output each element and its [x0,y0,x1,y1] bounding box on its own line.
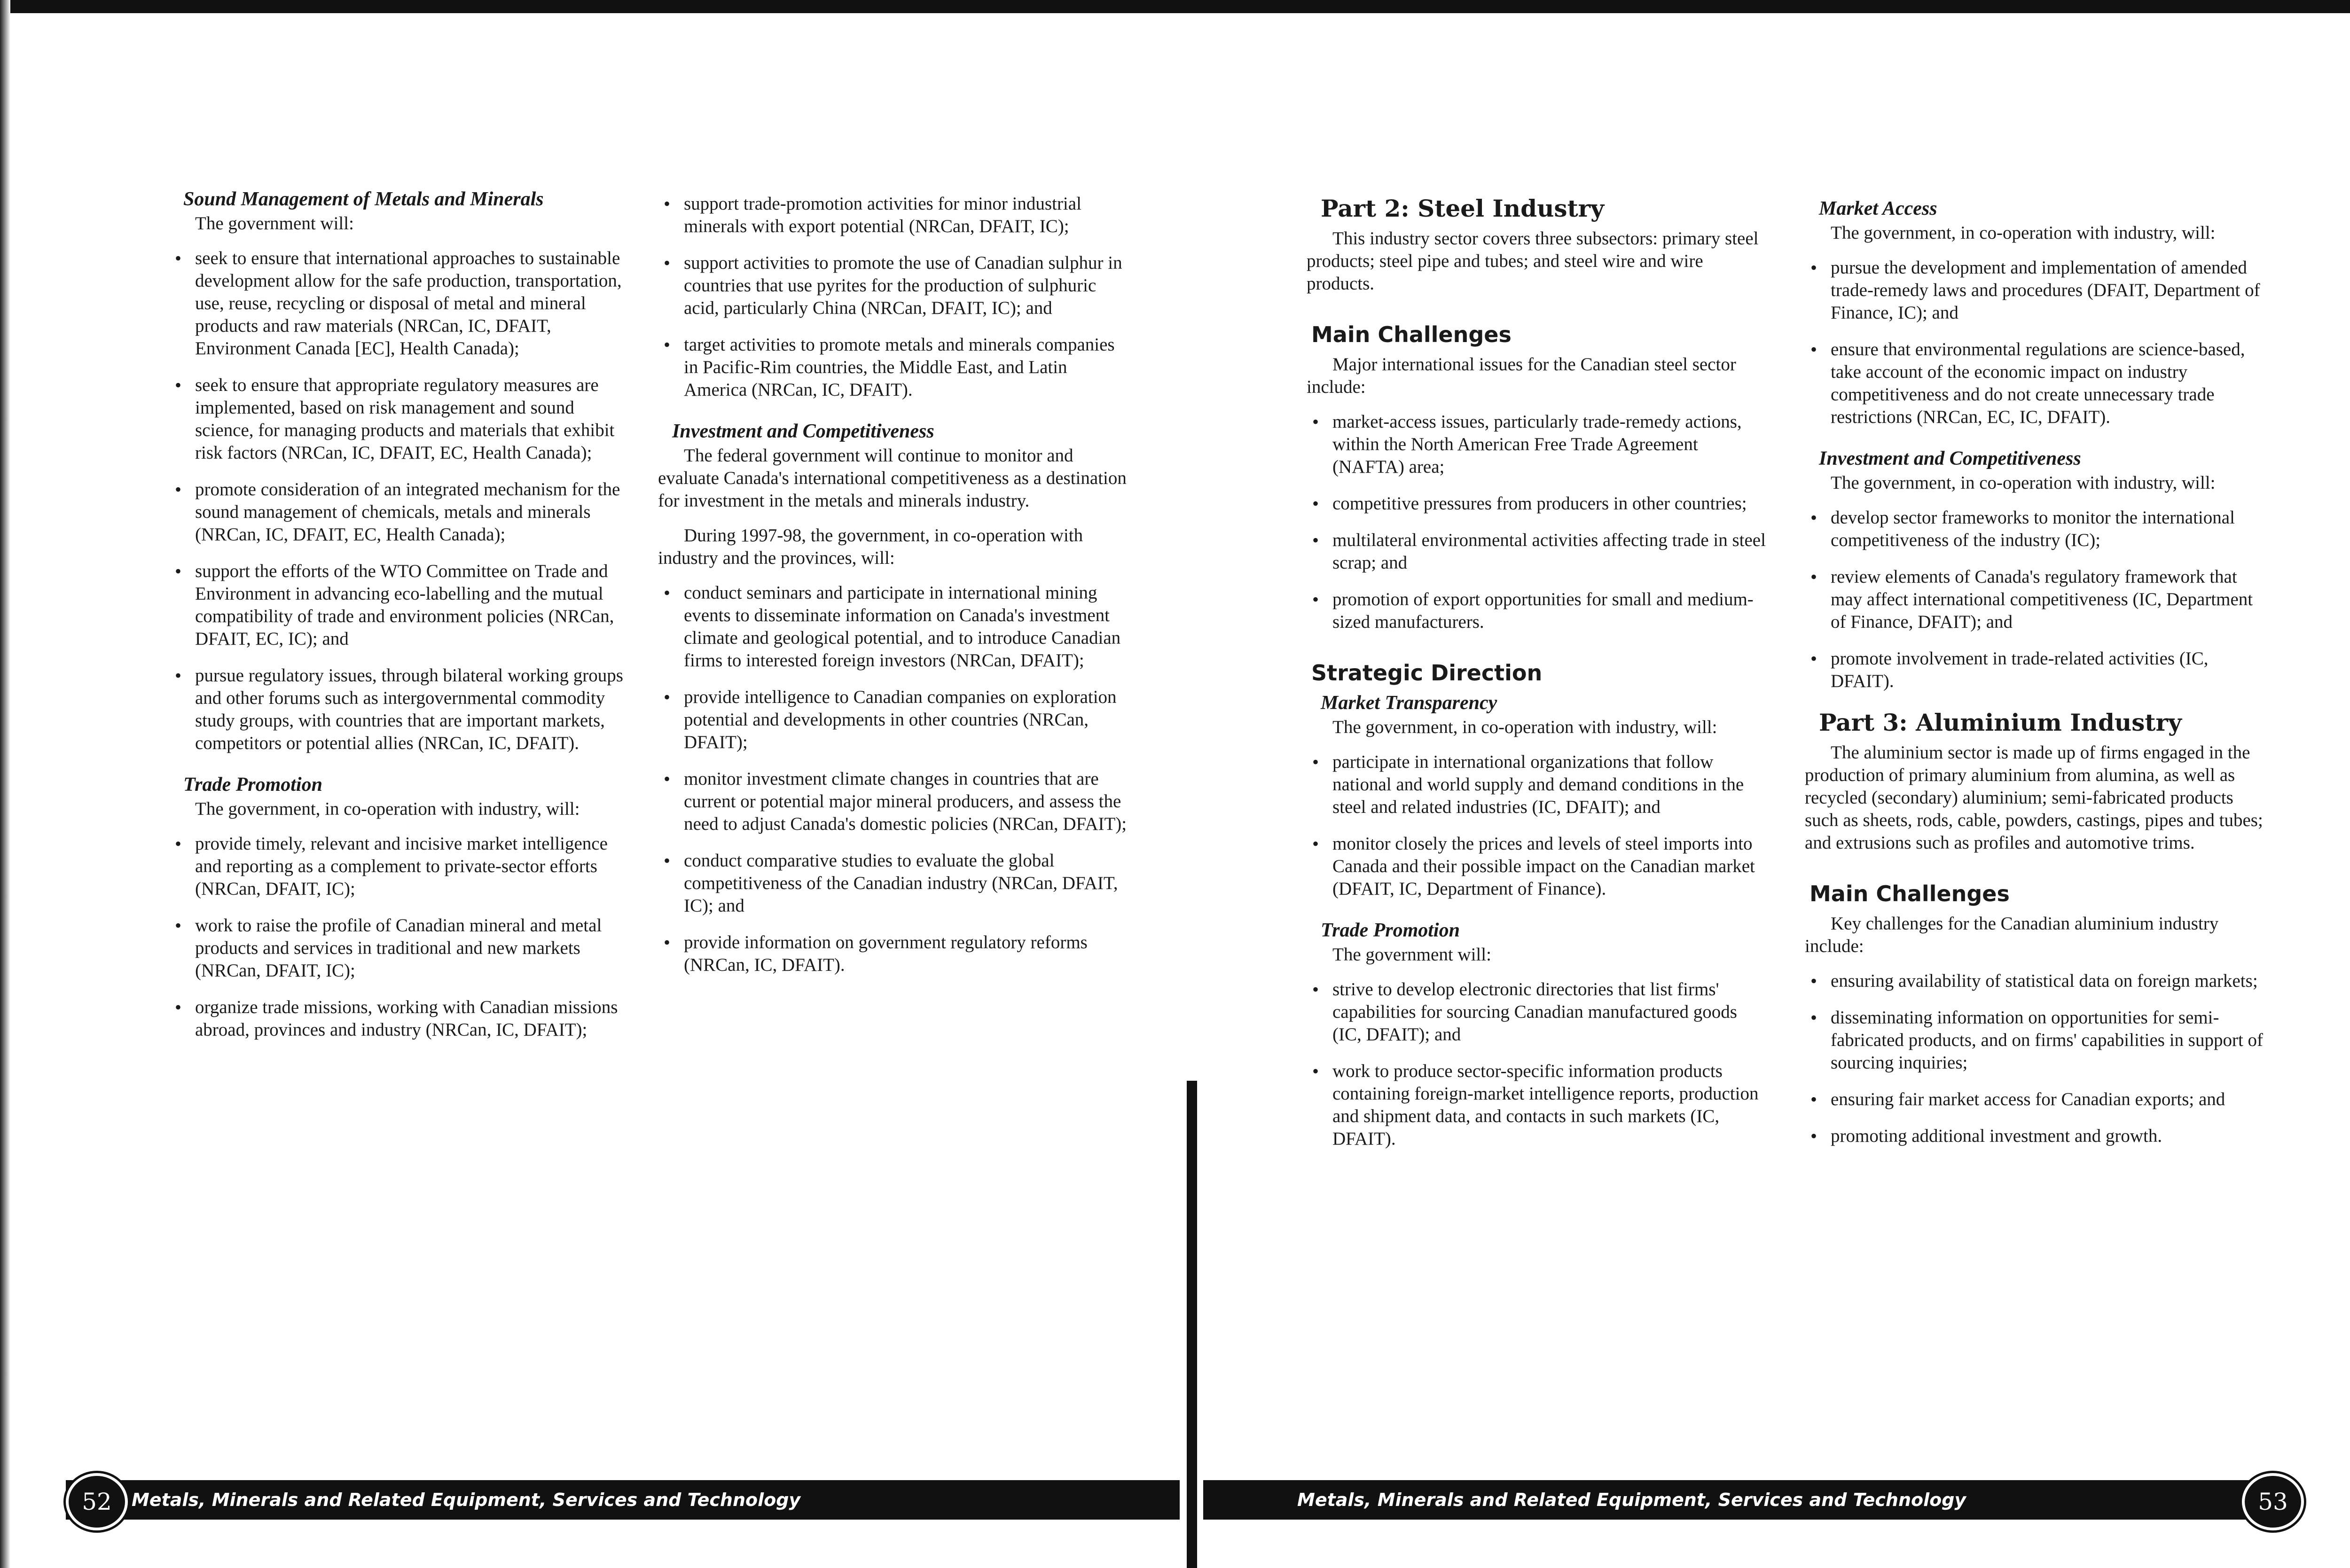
paragraph: The government will: [1332,944,1491,965]
bullet-list [1805,507,2265,693]
heading-market-transparency: Market Transparency [1321,692,1497,714]
list-item: • strive to develop electronic directories that list firms' capabilities for sourcing Canadian manufactured goods (IC, DFAIT); and [1307,978,1767,1046]
bullet-list [1805,970,2265,1147]
right-footer-bar [1203,1480,2256,1520]
list-item: • conduct seminars and participate in international mining events to disseminate information on Canada's investment climate and geological potential, and to introduce Canadian firms to interested foreign investors (NRCan, DFAIT); [658,582,1133,672]
right-page-column-2 [1805,197,2265,1166]
paragraph: Key challenges for the Canadian aluminium industry include: [1805,913,2219,956]
heading-sound-management: Sound Management of Metals and Minerals [183,188,544,210]
paragraph: This industry sector covers three subsectors: primary steel products; steel pipe and tubes; and steel wire and wire products. [1307,228,1759,294]
left-footer-bar [66,1480,1180,1520]
heading-market-access: Market Access [1819,198,1937,219]
list-item: • disseminating information on opportunities for semi-fabricated products, and on firms' capabilities in support of sourcing inquiries; [1805,1006,2265,1074]
list-item: • promoting additional investment and growth. [1805,1125,2265,1147]
list-item: • competitive pressures from producers in other countries; [1307,492,1767,515]
list-item: • participate in international organizations that follow national and world supply and demand conditions in the steel and related industries (IC, DFAIT); and [1307,751,1767,819]
list-item: • support activities to promote the use of Canadian sulphur in countries that use pyrites for the production of sulphuric acid, particularly China (NRCan, DFAIT, IC); and [658,252,1133,320]
footer-title: Metals, Minerals and Related Equipment, Services and Technology [1297,1490,1966,1510]
list-item: • work to raise the profile of Canadian mineral and metal products and services in traditional and new markets (NRCan, DFAIT, IC); [169,914,634,982]
list-item: • seek to ensure that appropriate regulatory measures are implemented, based on risk management and sound science, for managing products and materials that exhibit risk factors (NRCan, IC, DFAIT, EC, Health Canada); [169,374,634,464]
list-item: • ensure that environmental regulations are science-based, take account of the economic impact on industry competitiveness and do not create unnecessary trade restrictions (NRCan, EC, IC, DFAIT). [1805,338,2265,429]
paragraph: The federal government will continue to monitor and evaluate Canada's international competitiveness as a destination for investment in the metals and minerals industry. [658,445,1127,511]
list-item: • provide information on government regulatory reforms (NRCan, IC, DFAIT). [658,931,1133,976]
list-item: • monitor investment climate changes in countries that are current or potential major mineral producers, and assess the need to adjust Canada's domestic policies (NRCan, DFAIT); [658,768,1133,835]
bullet-list [1805,257,2265,429]
heading-investment-competitiveness: Investment and Competitiveness [1819,448,2081,469]
paragraph: The government, in co-operation with industry, will: [195,799,580,819]
heading-trade-promotion: Trade Promotion [183,774,322,796]
list-item: • conduct comparative studies to evaluate the global competitiveness of the Canadian industry (NRCan, DFAIT, IC); and [658,850,1133,917]
list-item: • market-access issues, particularly trade-remedy actions, within the North American Free Trade Agreement (NAFTA) area; [1307,411,1767,478]
paragraph: The government, in co-operation with industry, will: [1831,223,2216,243]
book-spine [1187,1081,1197,1568]
bullet-list [658,582,1133,976]
list-item: • promote involvement in trade-related activities (IC, DFAIT). [1805,647,2265,693]
paragraph: During 1997-98, the government, in co-operation with industry and the provinces, will: [658,525,1083,568]
paragraph: The government, in co-operation with industry, will: [1332,717,1717,737]
heading-trade-promotion: Trade Promotion [1321,920,1460,941]
list-item: • pursue regulatory issues, through bilateral working groups and other forums such as intergovernmental commodity study groups, with countries that are important markets, competitors or potential allies (NRCan, IC, DFAIT). [169,664,634,755]
paragraph: The aluminium sector is made up of firms engaged in the production of primary aluminium from alumina, as well as recycled (secondary) aluminium; semi-fabricated products such as sheets, rods, cable, powders, castings, pipes and tubes; and extrusions such as profiles and automotive trims. [1805,742,2263,853]
list-item: • target activities to promote metals and minerals companies in Pacific-Rim countries, the Middle East, and Latin America (NRCan, IC, DFAIT). [658,334,1133,401]
bullet-list [169,833,634,1041]
paragraph: The government, in co-operation with industry, will: [1831,473,2216,493]
left-page-column-2 [658,193,1133,995]
page-number: 52 [66,1473,128,1530]
list-item: • work to produce sector-specific information products containing foreign-market intelligence reports, production and shipment data, and contacts in such markets (IC, DFAIT). [1307,1060,1767,1150]
footer-title: Metals, Minerals and Related Equipment, Services and Technology [132,1490,801,1510]
page-number: 53 [2242,1473,2304,1530]
list-item: • support trade-promotion activities for minor industrial minerals with export potential (NRCan, DFAIT, IC); [658,193,1133,238]
heading-investment-competitiveness: Investment and Competitiveness [672,421,934,442]
list-item: • ensuring availability of statistical data on foreign markets; [1805,970,2265,992]
heading-part-3: Part 3: Aluminium Industry [1819,709,2182,736]
list-item: • seek to ensure that international approaches to sustainable development allow for the safe production, transportation, use, reuse, recycling or disposal of metal and mineral products and raw materials (NRCan, IC, DFAIT, Environment Canada [EC], Health Canada); [169,247,634,360]
heading-part-2: Part 2: Steel Industry [1321,195,1605,222]
heading-main-challenges: Main Challenges [1810,881,2010,906]
list-item: • promote consideration of an integrated mechanism for the sound management of chemicals, metals and minerals (NRCan, IC, DFAIT, EC, Health Canada); [169,478,634,546]
list-item: • develop sector frameworks to monitor the international competitiveness of the industry (IC); [1805,507,2265,552]
scan-top-edge [0,0,2350,13]
list-item: • review elements of Canada's regulatory framework that may affect international competitiveness (IC, Department of Finance, DFAIT); and [1805,566,2265,633]
list-item: • multilateral environmental activities affecting trade in steel scrap; and [1307,529,1767,574]
list-item: • monitor closely the prices and levels of steel imports into Canada and their possible impact on the Canadian market (DFAIT, IC, Department of Finance). [1307,833,1767,900]
right-page-column-1 [1307,197,1767,1169]
list-item: • provide intelligence to Canadian companies on exploration potential and developments in other countries (NRCan, DFAIT); [658,686,1133,754]
left-page-column-1 [169,188,634,1060]
bullet-list [1307,751,1767,900]
bullet-list [1307,978,1767,1150]
bullet-list [658,193,1133,401]
list-item: • provide timely, relevant and incisive market intelligence and reporting as a complement to private-sector efforts (NRCan, DFAIT, IC); [169,833,634,900]
heading-main-challenges: Main Challenges [1311,322,1512,347]
list-item: • support the efforts of the WTO Committee on Trade and Environment in advancing eco-labelling and the mutual compatibility of trade and environment policies (NRCan, DFAIT, EC, IC); and [169,560,634,650]
paragraph: Major international issues for the Canadian steel sector include: [1307,354,1736,397]
list-item: • organize trade missions, working with Canadian missions abroad, provinces and industry (NRCan, IC, DFAIT); [169,996,634,1041]
paragraph: The government will: [195,213,354,234]
scan-left-edge [0,0,10,1568]
list-item: • promotion of export opportunities for small and medium-sized manufacturers. [1307,588,1767,633]
bullet-list [169,247,634,755]
heading-strategic-direction: Strategic Direction [1311,660,1543,686]
list-item: • ensuring fair market access for Canadian exports; and [1805,1088,2265,1111]
list-item: • pursue the development and implementation of amended trade-remedy laws and procedures (DFAIT, Department of Finance, IC); and [1805,257,2265,324]
bullet-list [1307,411,1767,633]
